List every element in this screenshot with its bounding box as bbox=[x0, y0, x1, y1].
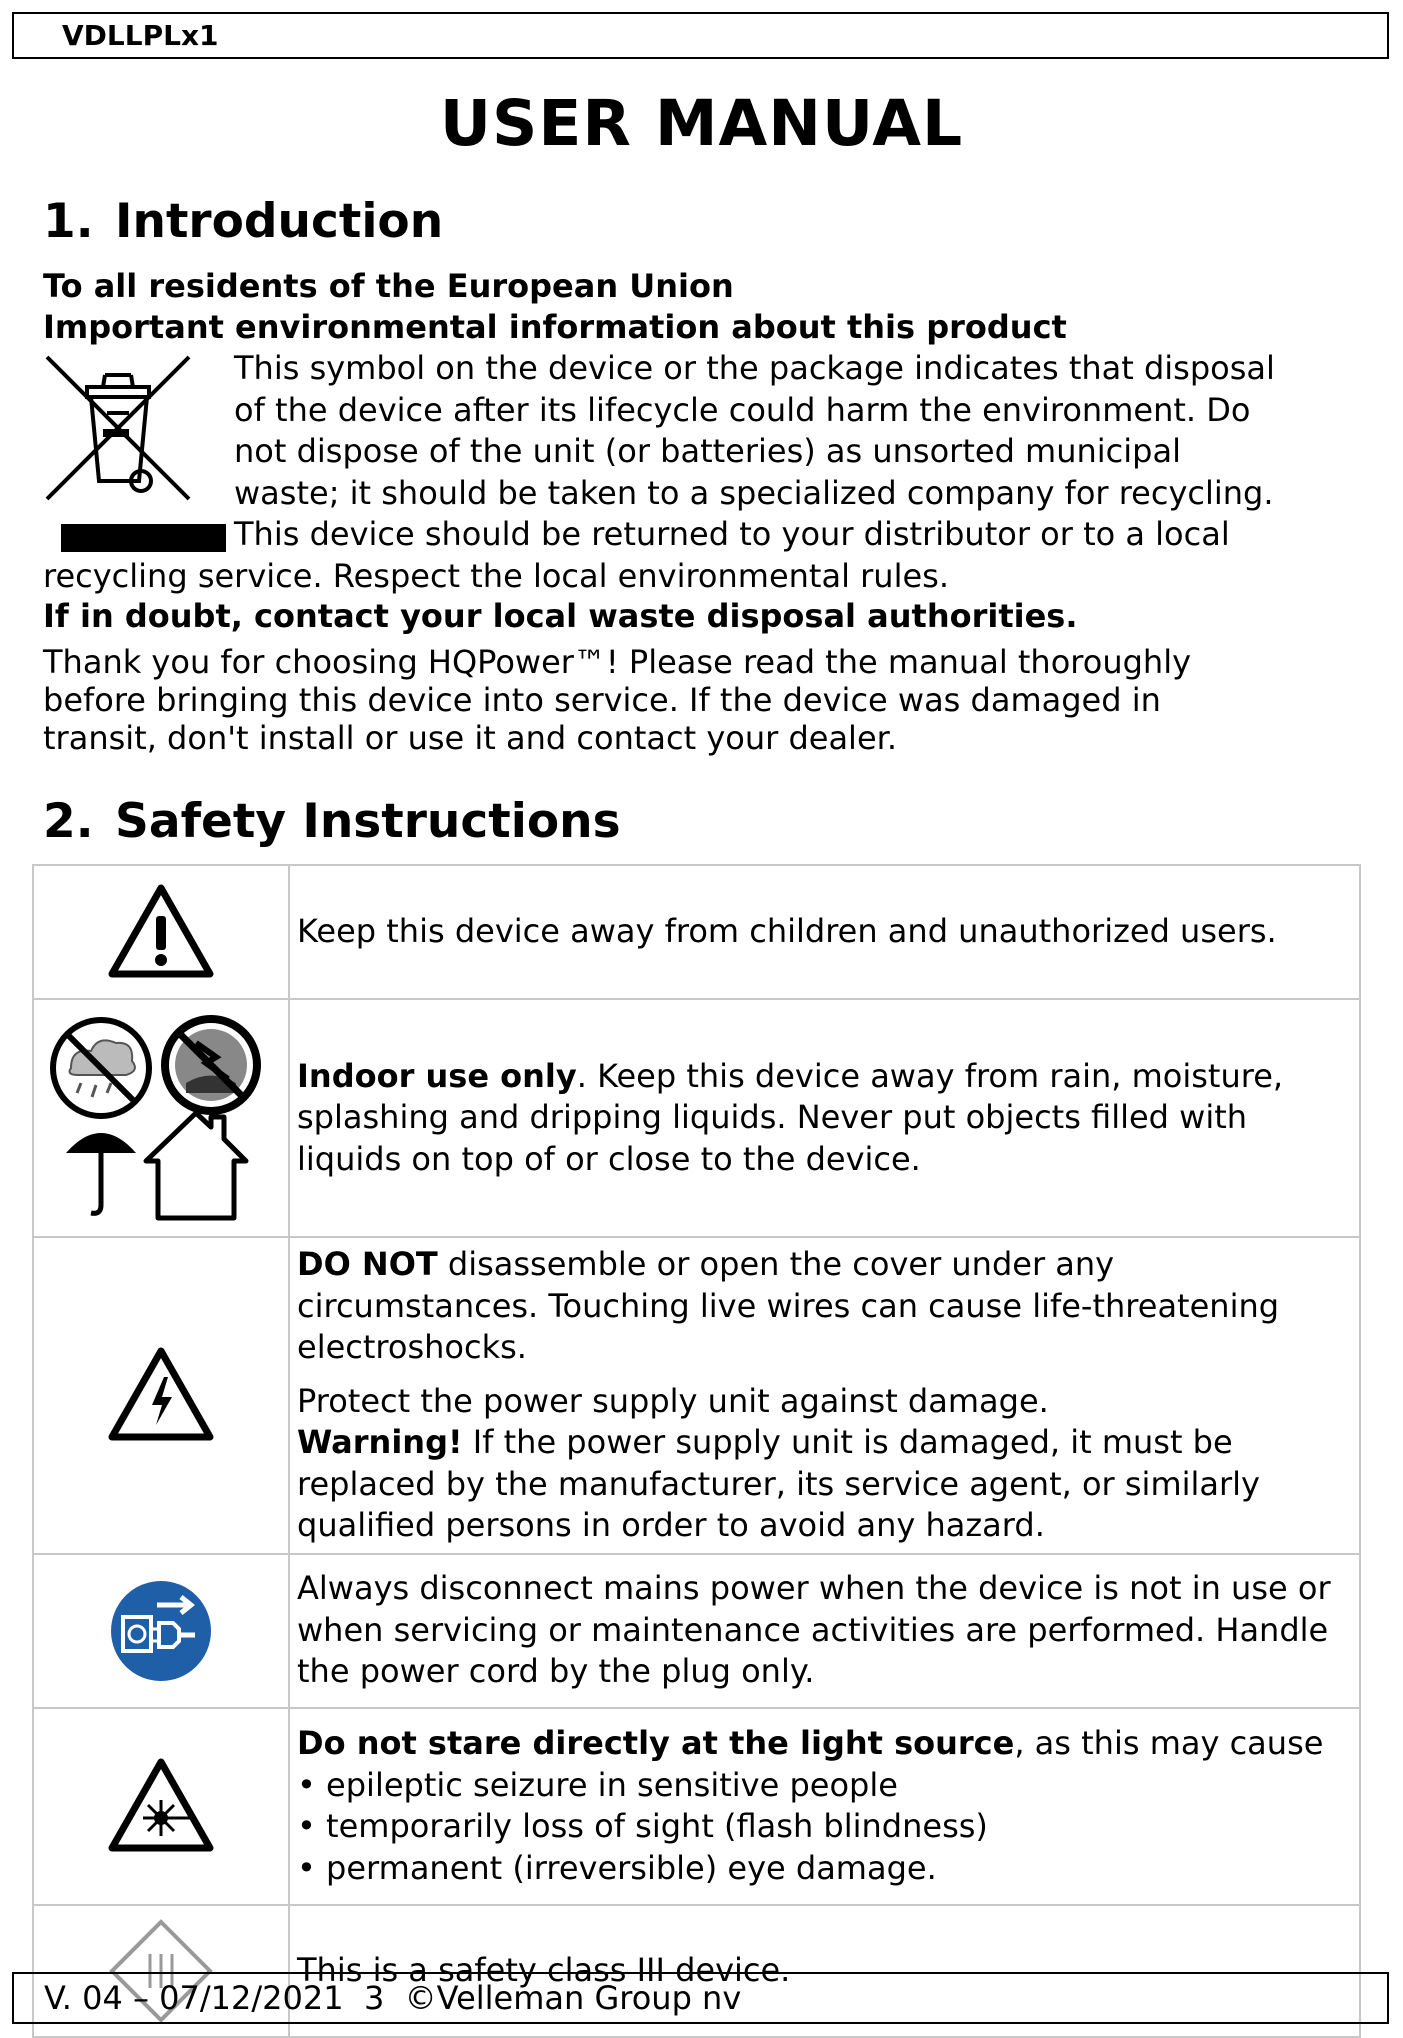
do-not-text: disassemble or open the cover under any circumstances. Touching live wires can cause life-threatening electroshocks. bbox=[297, 1245, 1280, 1366]
safety-row bbox=[33, 1708, 1360, 1905]
safety-row bbox=[33, 1554, 1360, 1708]
section-title: Safety Instructions bbox=[115, 794, 621, 849]
safety-text-cell bbox=[289, 865, 1360, 999]
warning-exclamation-icon bbox=[106, 882, 216, 982]
safety-table bbox=[32, 864, 1361, 2038]
warning-paragraph bbox=[297, 1422, 1349, 1547]
safety-icon-cell bbox=[33, 1708, 289, 1905]
indoor-bold: Indoor use only bbox=[297, 1056, 577, 1095]
disconnect-text: Always disconnect mains power when the device is not in use or when servicing or maintenance activities are performed. Handle the power cord by the plug only. bbox=[297, 1569, 1331, 1691]
safety-row bbox=[33, 865, 1360, 999]
section-heading-safety bbox=[43, 792, 621, 852]
doubt-notice: If in doubt, contact your local waste disposal authorities. bbox=[43, 597, 1078, 635]
weee-line: This symbol on the device or the package indicates that disposal bbox=[234, 349, 1275, 387]
no-rain-icon bbox=[53, 1020, 149, 1116]
eu-residents-heading: To all residents of the European Union bbox=[43, 267, 734, 305]
safety-text-cell bbox=[289, 1237, 1360, 1554]
page-title: USER MANUAL bbox=[439, 87, 964, 160]
weee-block bbox=[43, 348, 1363, 600]
footer-text: V. 04 – 07/12/2021 3 ©Velleman Group nv bbox=[44, 1979, 742, 2017]
section-heading-introduction bbox=[43, 192, 443, 252]
document-header bbox=[12, 12, 1389, 59]
list-item: • temporarily loss of sight (flash blindness) bbox=[297, 1806, 1349, 1848]
weee-line-last: recycling service. Respect the local environmental rules. bbox=[43, 557, 949, 595]
weee-underline-bar bbox=[61, 524, 226, 552]
safety-icon-cell bbox=[33, 999, 289, 1237]
stare-list bbox=[297, 1765, 1349, 1890]
list-item: • permanent (irreversible) eye damage. bbox=[297, 1848, 1349, 1890]
model-number: VDLLPLx1 bbox=[62, 19, 219, 52]
umbrella-icon bbox=[66, 1133, 136, 1213]
do-not-bold: DO NOT bbox=[297, 1245, 438, 1283]
stare-text: , as this may cause bbox=[1014, 1724, 1324, 1762]
section-number: 2. bbox=[43, 794, 94, 849]
indoor-text: . Keep this device away from rain, moisture, splashing and dripping liquids. Never put objects filled with liquids on top of or close to the device. bbox=[297, 1056, 1284, 1178]
env-info-heading: Important environmental information about this product bbox=[43, 308, 1067, 346]
disconnect-plug-icon bbox=[109, 1579, 213, 1683]
indoor-use-icons bbox=[46, 1013, 276, 1223]
weee-line: not dispose of the unit (or batteries) as unsorted municipal bbox=[234, 432, 1181, 470]
safety-icon-cell bbox=[33, 865, 289, 999]
safety-text-cell bbox=[289, 1554, 1360, 1708]
no-splash-icon bbox=[165, 1019, 257, 1111]
weee-line: of the device after its lifecycle could harm the environment. Do bbox=[234, 390, 1251, 429]
protect-text: Protect the power supply unit against damage. bbox=[297, 1381, 1049, 1420]
weee-line: This device should be returned to your distributor or to a local bbox=[234, 515, 1230, 553]
thanks-paragraph: Thank you for choosing HQPower™! Please read the manual thoroughly before bringing this device into service. If the device was damaged in transit, don't install or use it and contact your dealer. bbox=[43, 643, 1192, 757]
document-footer bbox=[12, 1972, 1389, 2024]
safety-row bbox=[33, 1237, 1360, 1554]
do-not-paragraph bbox=[297, 1244, 1349, 1369]
children-warning: Keep this device away from children and unauthorized users. bbox=[297, 912, 1277, 951]
house-icon bbox=[146, 1113, 246, 1218]
weee-paragraph bbox=[234, 348, 1384, 556]
section-number: 1. bbox=[43, 194, 94, 249]
section-title: Introduction bbox=[115, 194, 444, 249]
stare-paragraph bbox=[297, 1723, 1349, 1765]
warning-text: If the power supply unit is damaged, it must be replaced by the manufacturer, its service agent, or similarly qualified persons in order to avoid any hazard. bbox=[297, 1423, 1260, 1544]
safety-row bbox=[33, 999, 1360, 1237]
safety-text-cell bbox=[289, 1708, 1360, 1905]
electric-shock-icon bbox=[106, 1345, 216, 1445]
laser-warning-icon bbox=[106, 1756, 216, 1856]
list-item: • epileptic seizure in sensitive people bbox=[297, 1765, 1349, 1807]
safety-icon-cell bbox=[33, 1237, 289, 1554]
safety-text-cell bbox=[289, 999, 1360, 1237]
stare-bold: Do not stare directly at the light source bbox=[297, 1724, 1015, 1762]
safety-icon-cell bbox=[33, 1554, 289, 1708]
introduction-section bbox=[43, 266, 1363, 757]
crossed-out-bin-icon bbox=[43, 353, 193, 503]
safety-class-text: This is a safety class III device. bbox=[297, 1950, 791, 1989]
warning-bold: Warning! bbox=[297, 1423, 463, 1461]
weee-line: waste; it should be taken to a specialized company for recycling. bbox=[234, 473, 1274, 512]
